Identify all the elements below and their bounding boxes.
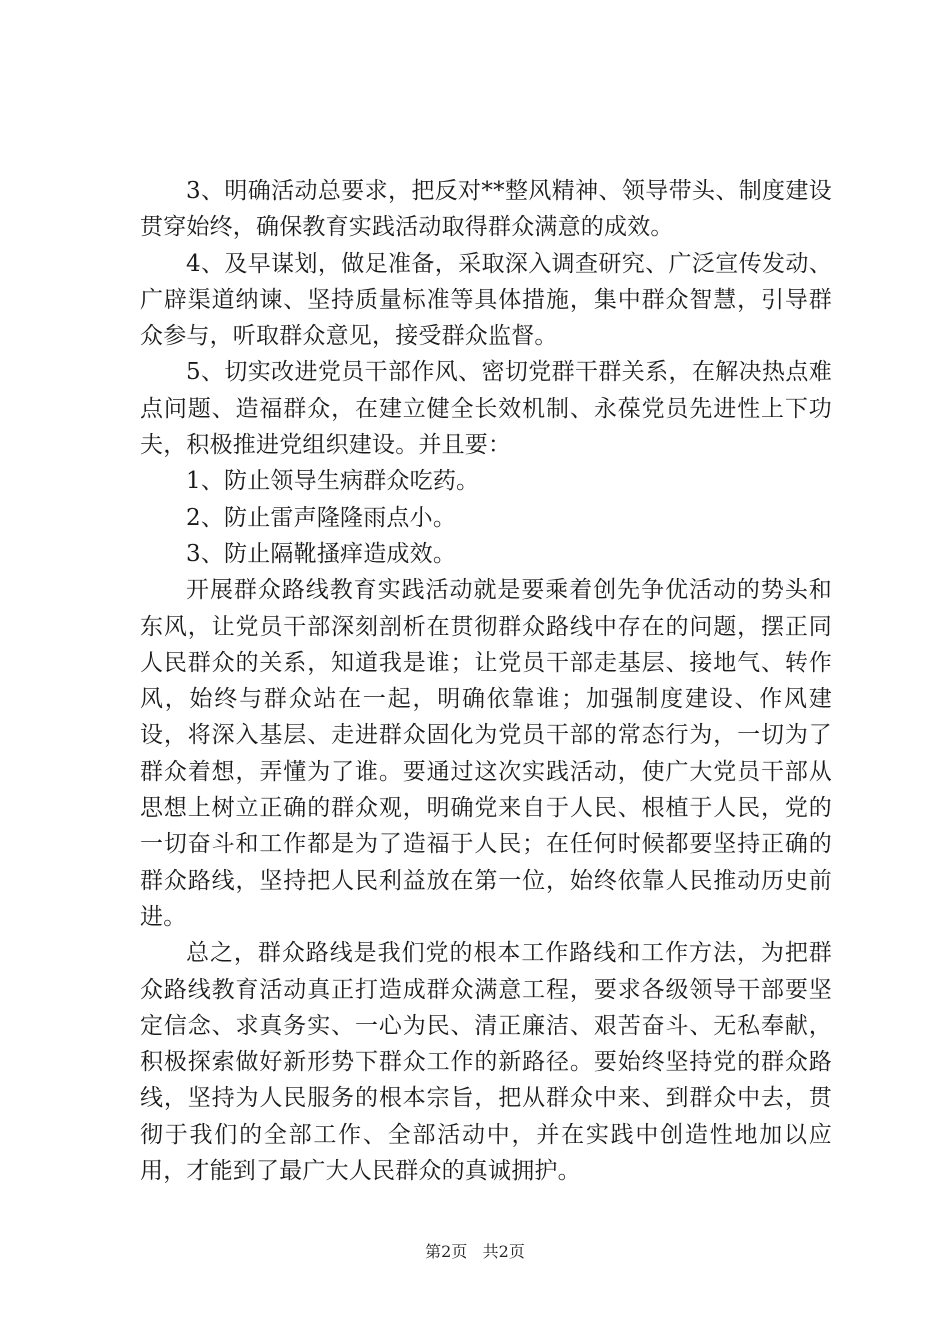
paragraph-item-3: 3、明确活动总要求，把反对**整风精神、领导带头、制度建设贯穿始终，确保教育实践活动取得群众满意的成效。 xyxy=(140,178,832,241)
paragraph-item-4: 4、及早谋划，做足准备，采取深入调查研究、广泛宣传发动、广辟渠道纳谏、坚持质量标准等具体措施，集中群众智慧，引导群众参与，听取群众意见，接受群众监督。 xyxy=(140,250,832,350)
paragraph-subitem-2: 2、防止雷声隆隆雨点小。 xyxy=(186,504,457,531)
paragraph-item-5: 5、切实改进党员干部作风、密切党群干群关系，在解决热点难点问题、造福群众，在建立健全长效机制、永葆党员先进性上下功夫，积极推进党组织建设。并且要： xyxy=(140,359,832,459)
page-number: 第2页 xyxy=(425,1242,468,1261)
paragraph-subitem-1: 1、防止领导生病群众吃药。 xyxy=(186,468,480,495)
page-footer xyxy=(0,1240,950,1264)
page-total: 共2页 xyxy=(482,1242,525,1261)
paragraph-subitem-3: 3、防止隔靴搔痒造成效。 xyxy=(186,540,457,567)
page-spacer xyxy=(472,1242,477,1261)
paragraph-body: 开展群众路线教育实践活动就是要乘着创先争优活动的势头和东风，让党员干部深刻剖析在贯彻群众路线中存在的问题，摆正同人民群众的关系，知道我是谁；让党员干部走基层、接地气、转作风，始终与群众站在一起，明确依靠谁；加强制度建设、作风建设，将深入基层、走进群众固化为党员干部的常态行为，一切为了群众着想，弄懂为了谁。要通过这次实践活动，使广大党员干部从思想上树立正确的群众观，明确党来自于人民、根植于人民，党的一切奋斗和工作都是为了造福于人民；在任何时候都要坚持正确的群众路线，坚持把人民利益放在第一位，始终依靠人民推动历史前进。 xyxy=(140,577,832,930)
paragraph-conclusion: 总之，群众路线是我们党的根本工作路线和工作方法，为把群众路线教育活动真正打造成群众满意工程，要求各级领导干部要坚定信念、求真务实、一心为民、清正廉洁、艰苦奋斗、无私奉献，积极探索做好新形势下群众工作的新路径。要始终坚持党的群众路线，坚持为人民服务的根本宗旨，把从群众中来、到群众中去，贯彻于我们的全部工作、全部活动中，并在实践中创造性地加以应用，才能到了最广大人民群众的真诚拥护。 xyxy=(140,940,832,1185)
document-body xyxy=(140,173,832,1189)
